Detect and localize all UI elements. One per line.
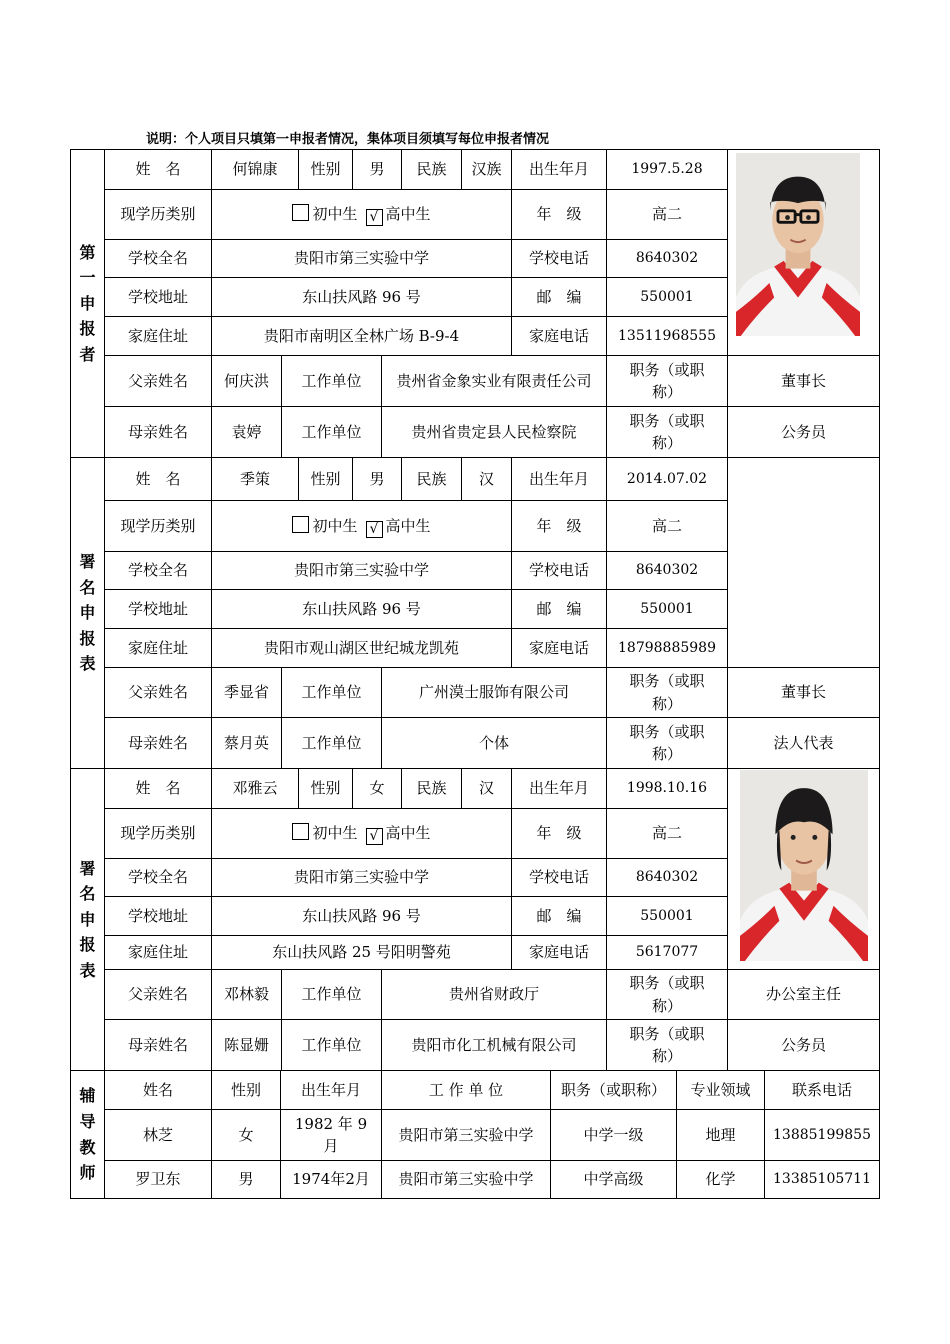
position-label: 职务（或职称） xyxy=(606,355,728,407)
father-position[interactable]: 董事长 xyxy=(727,355,880,407)
school-phone[interactable]: 8640302 xyxy=(606,858,728,897)
home-phone-label: 家庭电话 xyxy=(511,316,607,356)
gender-label: 性别 xyxy=(298,149,353,190)
father-work-unit[interactable]: 贵州省财政厅 xyxy=(381,969,607,1020)
teacher-header: 出生年月 xyxy=(280,1070,382,1110)
section-title-char: 第 xyxy=(79,242,96,262)
father-position[interactable]: 董事长 xyxy=(727,667,880,718)
section-title-char: 名 xyxy=(79,577,96,597)
teacher-cell[interactable]: 男 xyxy=(211,1160,281,1199)
education-type-options xyxy=(211,500,512,552)
birth-label: 出生年月 xyxy=(511,149,607,190)
school-address-label: 学校地址 xyxy=(104,589,212,629)
teacher-cell[interactable]: 中学高级 xyxy=(550,1160,677,1199)
home-phone-label: 家庭电话 xyxy=(511,628,607,668)
senior-school-checkbox[interactable]: √ xyxy=(366,828,383,845)
postcode-label: 邮 编 xyxy=(511,896,607,936)
postcode[interactable]: 550001 xyxy=(606,896,728,936)
teacher-cell[interactable]: 地理 xyxy=(676,1109,765,1161)
school-name[interactable]: 贵阳市第三实验中学 xyxy=(211,239,512,278)
teacher-cell[interactable]: 贵阳市第三实验中学 xyxy=(381,1160,551,1199)
section-title-char: 教 xyxy=(79,1137,96,1157)
teacher-cell[interactable]: 化学 xyxy=(676,1160,765,1199)
work-unit-label: 工作单位 xyxy=(281,1019,382,1071)
father-name-label: 父亲姓名 xyxy=(104,969,212,1020)
applicant-ethnic[interactable]: 汉族 xyxy=(461,149,512,190)
school-address[interactable]: 东山扶风路 96 号 xyxy=(211,589,512,629)
applicant-name[interactable]: 季策 xyxy=(211,457,299,501)
mother-work-unit[interactable]: 贵州省贵定县人民检察院 xyxy=(381,406,607,458)
home-address[interactable]: 贵阳市南明区全林广场 B-9-4 xyxy=(211,316,512,356)
grade-label: 年 级 xyxy=(511,189,607,240)
ethnic-label: 民族 xyxy=(401,457,462,501)
education-type-options xyxy=(211,189,512,240)
applicant-birth[interactable]: 2014.07.02 xyxy=(606,457,728,501)
education-type-label: 现学历类别 xyxy=(104,500,212,552)
school-phone[interactable]: 8640302 xyxy=(606,551,728,590)
junior-school-label: 初中生 xyxy=(312,824,358,843)
work-unit-label: 工作单位 xyxy=(281,355,382,407)
position-label: 职务（或职称） xyxy=(606,406,728,458)
education-type-label: 现学历类别 xyxy=(104,189,212,240)
school-address-label: 学校地址 xyxy=(104,896,212,936)
mother-name[interactable]: 陈显姗 xyxy=(211,1019,282,1071)
junior-school-checkbox[interactable] xyxy=(292,516,309,533)
teacher-header: 工 作 单 位 xyxy=(381,1070,551,1110)
mother-name-label: 母亲姓名 xyxy=(104,717,212,769)
teacher-header: 性别 xyxy=(211,1070,281,1110)
section-title-char: 申 xyxy=(79,909,96,929)
school-phone-label: 学校电话 xyxy=(511,858,607,897)
school-address[interactable]: 东山扶风路 96 号 xyxy=(211,896,512,936)
mother-name[interactable]: 袁婷 xyxy=(211,406,282,458)
school-name[interactable]: 贵阳市第三实验中学 xyxy=(211,858,512,897)
applicant-gender[interactable]: 女 xyxy=(352,768,402,809)
grade-label: 年 级 xyxy=(511,500,607,552)
school-name[interactable]: 贵阳市第三实验中学 xyxy=(211,551,512,590)
section-title-char: 者 xyxy=(79,344,96,364)
school-phone-label: 学校电话 xyxy=(511,239,607,278)
photo-cell xyxy=(727,457,880,668)
name-label: 姓 名 xyxy=(104,149,212,190)
father-name[interactable]: 何庆洪 xyxy=(211,355,282,407)
junior-school-checkbox[interactable] xyxy=(292,204,309,221)
section-title-char: 申 xyxy=(79,603,96,623)
teacher-cell[interactable]: 罗卫东 xyxy=(104,1160,212,1199)
school-phone[interactable]: 8640302 xyxy=(606,239,728,278)
teacher-cell[interactable]: 1982 年 9 月 xyxy=(280,1109,382,1161)
mother-name-label: 母亲姓名 xyxy=(104,406,212,458)
position-label: 职务（或职称） xyxy=(606,717,728,769)
mother-position[interactable]: 公务员 xyxy=(727,406,880,458)
father-position[interactable]: 办公室主任 xyxy=(727,969,880,1020)
teacher-cell[interactable]: 13885199855 xyxy=(764,1109,880,1161)
father-name-label: 父亲姓名 xyxy=(104,667,212,718)
applicant-grade[interactable]: 高二 xyxy=(606,189,728,240)
school-name-label: 学校全名 xyxy=(104,239,212,278)
teacher-header: 职务（或职称） xyxy=(550,1070,677,1110)
home-phone[interactable]: 5617077 xyxy=(606,935,728,970)
section-title-char: 署 xyxy=(79,858,96,878)
applicant-grade[interactable]: 高二 xyxy=(606,500,728,552)
work-unit-label: 工作单位 xyxy=(281,969,382,1020)
home-address-label: 家庭住址 xyxy=(104,628,212,668)
teacher-cell[interactable]: 1974年2月 xyxy=(280,1160,382,1199)
senior-school-label: 高中生 xyxy=(385,516,431,535)
section-title-char: 师 xyxy=(79,1163,96,1183)
father-work-unit[interactable]: 贵州省金象实业有限责任公司 xyxy=(381,355,607,407)
applicant-name[interactable]: 何锦康 xyxy=(211,149,299,190)
postcode-label: 邮 编 xyxy=(511,277,607,317)
teacher-cell[interactable]: 女 xyxy=(211,1109,281,1161)
home-phone[interactable]: 13511968555 xyxy=(606,316,728,356)
section-title-char: 表 xyxy=(79,960,96,980)
work-unit-label: 工作单位 xyxy=(281,717,382,769)
father-name[interactable]: 邓林毅 xyxy=(211,969,282,1020)
teacher-header: 联系电话 xyxy=(764,1070,880,1110)
applicant-gender[interactable]: 男 xyxy=(352,457,402,501)
home-phone-label: 家庭电话 xyxy=(511,935,607,970)
applicant-gender[interactable]: 男 xyxy=(352,149,402,190)
applicant-ethnic[interactable]: 汉 xyxy=(461,457,512,501)
home-phone[interactable]: 18798885989 xyxy=(606,628,728,668)
ethnic-label: 民族 xyxy=(401,149,462,190)
mother-name[interactable]: 蔡月英 xyxy=(211,717,282,769)
section-title xyxy=(70,768,105,1071)
senior-school-label: 高中生 xyxy=(385,205,431,223)
mother-work-unit[interactable]: 贵阳市化工机械有限公司 xyxy=(381,1019,607,1071)
position-label: 职务（或职称） xyxy=(606,667,728,718)
postcode[interactable]: 550001 xyxy=(606,277,728,317)
grade-label: 年 级 xyxy=(511,808,607,859)
teacher-cell[interactable]: 13385105711 xyxy=(764,1160,880,1199)
section-title-char: 名 xyxy=(79,884,96,904)
section-title-char: 申 xyxy=(79,293,96,313)
birth-label: 出生年月 xyxy=(511,457,607,501)
name-label: 姓 名 xyxy=(104,457,212,501)
father-work-unit[interactable]: 广州漠士服饰有限公司 xyxy=(381,667,607,718)
postcode-label: 邮 编 xyxy=(511,589,607,629)
applicant-grade[interactable]: 高二 xyxy=(606,808,728,859)
mother-name-label: 母亲姓名 xyxy=(104,1019,212,1071)
school-name-label: 学校全名 xyxy=(104,858,212,897)
section-title-char: 一 xyxy=(79,268,96,288)
home-address-label: 家庭住址 xyxy=(104,316,212,356)
school-name-label: 学校全名 xyxy=(104,551,212,590)
education-type-options xyxy=(211,808,512,859)
applicant-photo xyxy=(740,770,868,961)
section-title xyxy=(70,457,105,769)
junior-school-label: 初中生 xyxy=(312,516,358,535)
section-title-char: 报 xyxy=(79,628,96,648)
work-unit-label: 工作单位 xyxy=(281,667,382,718)
form-note: 说明：个人项目只填第一申报者情况，集体项目须填写每位申报者情况 xyxy=(146,132,550,147)
home-address-label: 家庭住址 xyxy=(104,935,212,970)
school-address-label: 学校地址 xyxy=(104,277,212,317)
birth-label: 出生年月 xyxy=(511,768,607,809)
education-type-label: 现学历类别 xyxy=(104,808,212,859)
applicant-name[interactable]: 邓雅云 xyxy=(211,768,299,809)
section-title-char: 报 xyxy=(79,319,96,339)
section-title-char: 表 xyxy=(79,654,96,674)
section-title-char: 导 xyxy=(79,1111,96,1131)
father-name-label: 父亲姓名 xyxy=(104,355,212,407)
senior-school-label: 高中生 xyxy=(385,824,431,842)
gender-label: 性别 xyxy=(298,768,353,809)
applicant-birth[interactable]: 1998.10.16 xyxy=(606,768,728,809)
teacher-header: 姓名 xyxy=(104,1070,212,1110)
applicant-birth[interactable]: 1997.5.28 xyxy=(606,149,728,190)
section-title xyxy=(70,149,105,458)
teacher-cell[interactable]: 林芝 xyxy=(104,1109,212,1161)
junior-school-checkbox[interactable] xyxy=(292,823,309,840)
section-title-char: 报 xyxy=(79,935,96,955)
junior-school-label: 初中生 xyxy=(312,205,358,224)
work-unit-label: 工作单位 xyxy=(281,406,382,458)
position-label: 职务（或职称） xyxy=(606,969,728,1020)
gender-label: 性别 xyxy=(298,457,353,501)
school-phone-label: 学校电话 xyxy=(511,551,607,590)
teacher-header: 专业领域 xyxy=(676,1070,765,1110)
teacher-section-title xyxy=(70,1070,105,1199)
senior-school-checkbox[interactable]: √ xyxy=(366,209,383,226)
home-address[interactable]: 东山扶风路 25 号阳明警苑 xyxy=(211,935,512,970)
senior-school-checkbox[interactable]: √ xyxy=(366,521,383,538)
mother-position[interactable]: 法人代表 xyxy=(727,717,880,769)
teacher-cell[interactable]: 中学一级 xyxy=(550,1109,677,1161)
position-label: 职务（或职称） xyxy=(606,1019,728,1071)
school-address[interactable]: 东山扶风路 96 号 xyxy=(211,277,512,317)
section-title-char: 署 xyxy=(79,552,96,572)
ethnic-label: 民族 xyxy=(401,768,462,809)
mother-position[interactable]: 公务员 xyxy=(727,1019,880,1071)
applicant-photo xyxy=(736,153,860,336)
section-title-char: 辅 xyxy=(79,1086,96,1106)
teacher-cell[interactable]: 贵阳市第三实验中学 xyxy=(381,1109,551,1161)
mother-work-unit[interactable]: 个体 xyxy=(381,717,607,769)
postcode[interactable]: 550001 xyxy=(606,589,728,629)
home-address[interactable]: 贵阳市观山湖区世纪城龙凯苑 xyxy=(211,628,512,668)
name-label: 姓 名 xyxy=(104,768,212,809)
father-name[interactable]: 季显省 xyxy=(211,667,282,718)
applicant-ethnic[interactable]: 汉 xyxy=(461,768,512,809)
